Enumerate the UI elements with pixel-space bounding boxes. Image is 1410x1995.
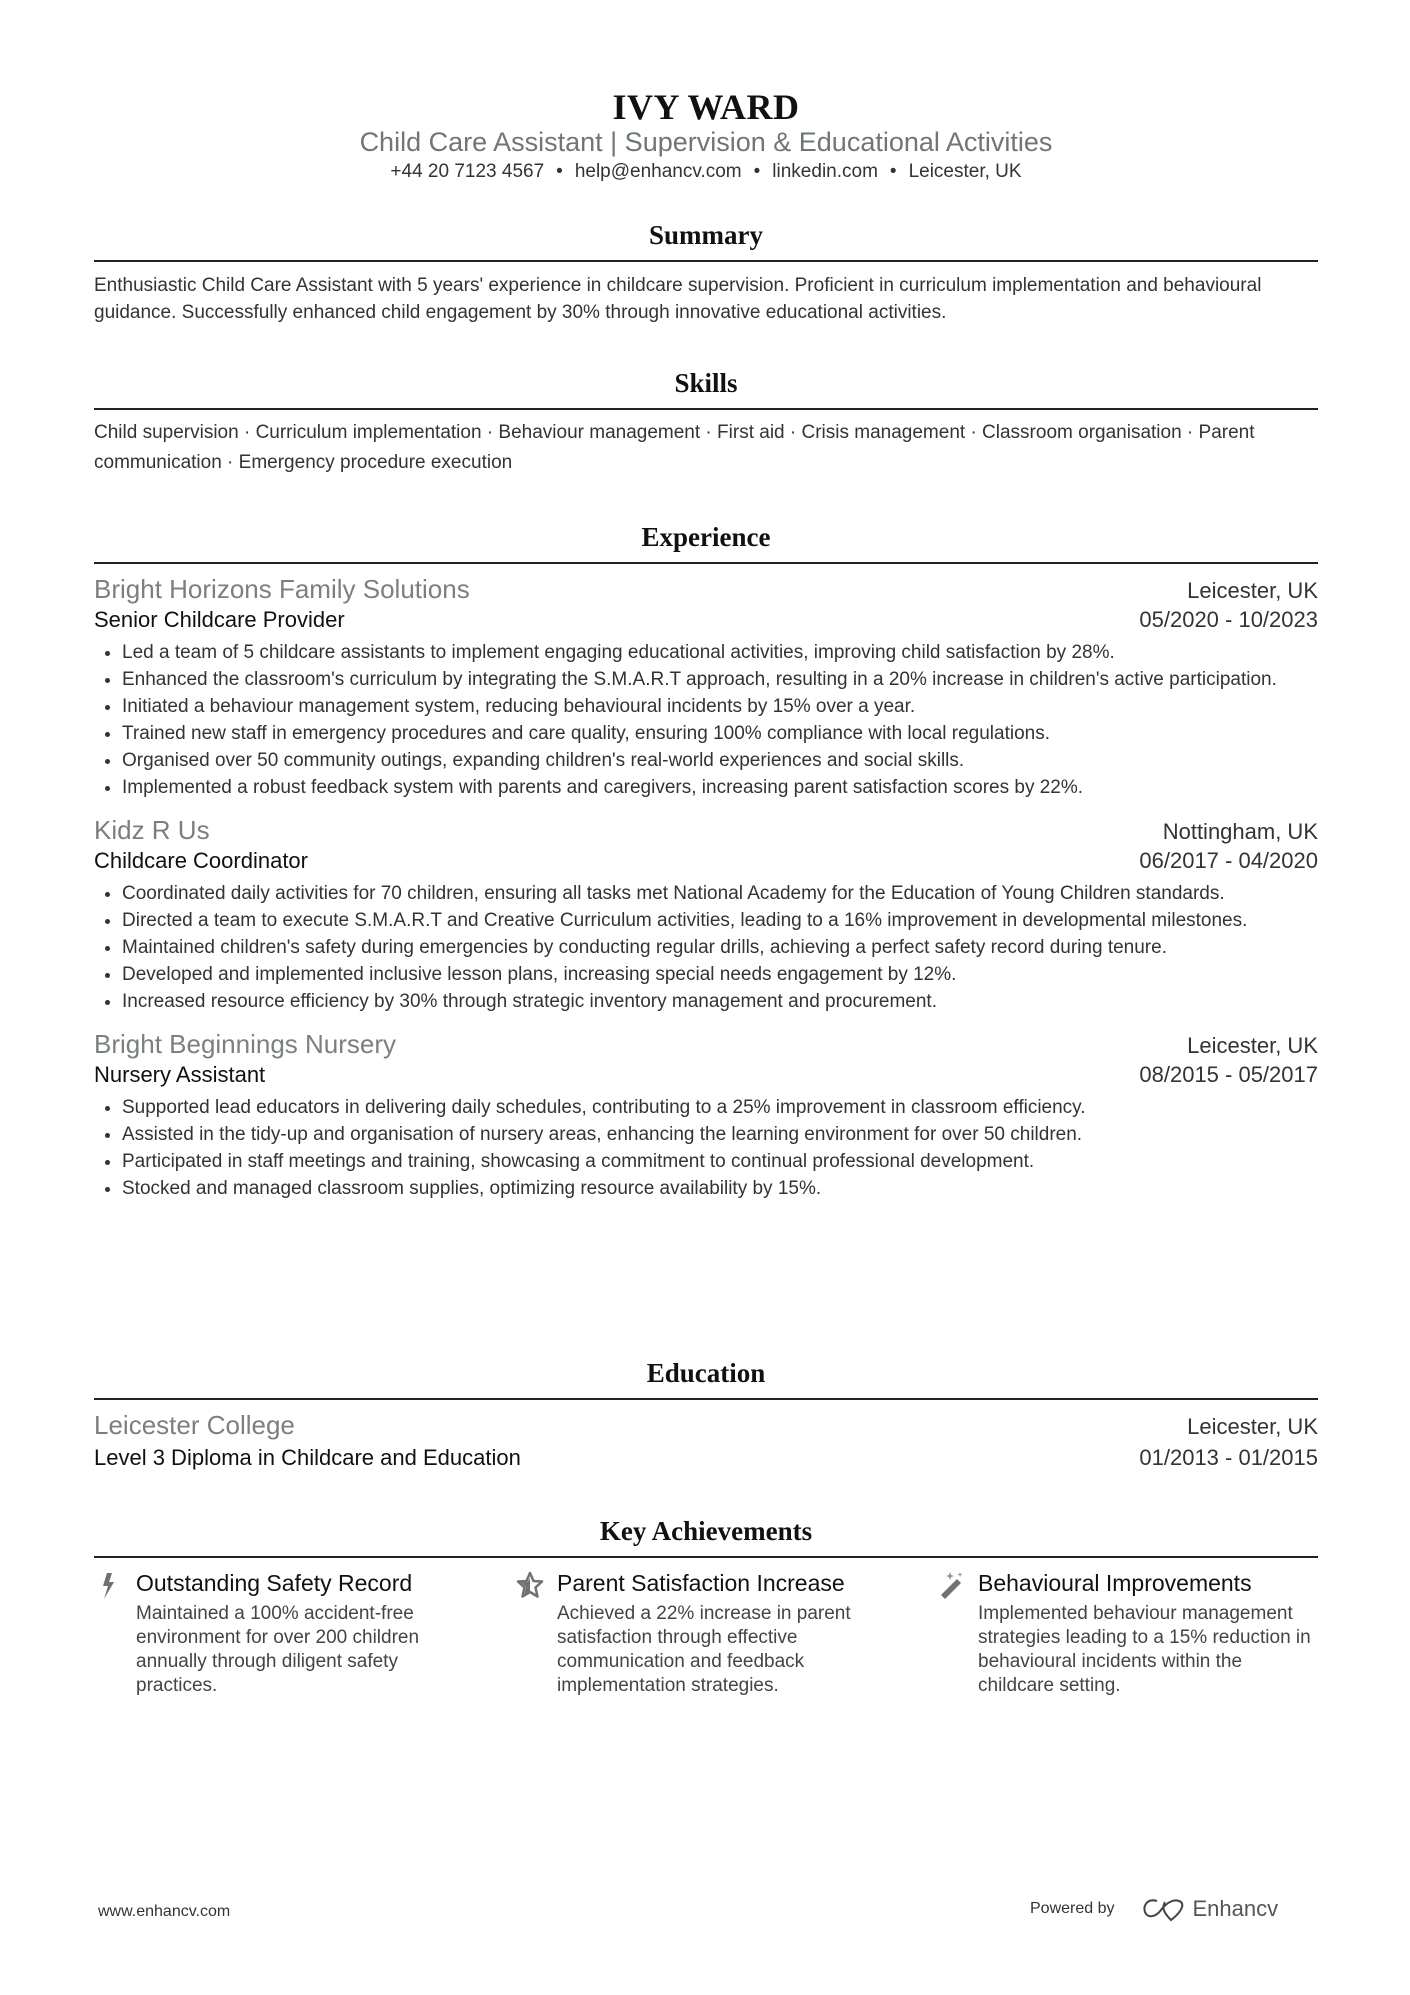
star-icon (515, 1570, 545, 1600)
separator: • (556, 161, 563, 182)
job-entry (94, 815, 1318, 1015)
job-bullet: • Increased resource efficiency by 30% through strategic inventory management and procurement. (122, 988, 1318, 1015)
achievement-desc: Maintained a 100% accident-free environment for over 200 children annually through diligent safety practices. (136, 1603, 420, 1696)
achievement-desc: Achieved a 22% increase in parent satisfaction through effective communication and feedback implementation strategies. (557, 1603, 851, 1696)
job-bullet: • Participated in staff meetings and training, showcasing a commitment to continual professional development. (122, 1148, 1318, 1175)
email[interactable]: help@enhancv.com (574, 161, 742, 182)
job-bullet: • Coordinated daily activities for 70 children, ensuring all tasks met National Academy for the Education of Young Children standards. (122, 880, 1318, 907)
degree: Level 3 Diploma in Childcare and Education (94, 1445, 521, 1470)
summary-text: Enthusiastic Child Care Assistant with 5 years' experience in childcare supervision. Proficient in curriculum implementation and behavioural guidance. Successfully enhanced child engagement by 30% through innovative educational activities. (94, 275, 1262, 323)
achievements-section (94, 1512, 1318, 1558)
brand-name: Enhancv (1192, 1896, 1279, 1921)
job-bullets (94, 880, 1318, 1015)
section-heading: Summary (94, 216, 1318, 262)
phone: +44 20 7123 4567 (390, 161, 545, 182)
job-role: Childcare Coordinator (94, 848, 308, 873)
company-name: Kidz R Us (94, 815, 210, 845)
section-heading: Skills (94, 364, 1318, 410)
job-bullet: • Led a team of 5 childcare assistants to implement engaging educational activities, improving child satisfaction by 28%. (122, 639, 1318, 666)
powered-by-label: Powered by (1030, 1900, 1115, 1917)
job-dates: 08/2015 - 05/2017 (1139, 1062, 1318, 1087)
lightning-bolt-icon (94, 1570, 124, 1600)
achievement-title: Behavioural Improvements (978, 1570, 1252, 1596)
job-role: Senior Childcare Provider (94, 607, 345, 632)
skills-list: Child supervision · Curriculum implementation · Behaviour management · First aid · Crisis management · Classroom organisation · Parent communication · Emergency procedure execution (94, 422, 1255, 473)
footer-branding (1030, 1896, 1278, 1922)
job-location: Nottingham, UK (1162, 819, 1318, 844)
experience-section (94, 518, 1318, 1202)
skills-section (94, 364, 1318, 478)
summary-section (94, 216, 1318, 326)
job-bullet: • Assisted in the tidy-up and organisation of nursery areas, enhancing the learning environment for over 50 children. (122, 1121, 1318, 1148)
section-heading: Experience (94, 518, 1318, 564)
job-bullet: • Supported lead educators in delivering daily schedules, contributing to a 25% improvement in classroom efficiency. (122, 1094, 1318, 1121)
job-dates: 06/2017 - 04/2020 (1139, 848, 1318, 873)
job-location: Leicester, UK (1187, 578, 1318, 603)
achievement-desc: Implemented behaviour management strategies leading to a 15% reduction in behavioural incidents within the childcare setting. (978, 1603, 1311, 1696)
job-bullet: • Directed a team to execute S.M.A.R.T and Creative Curriculum activities, leading to a 16% improvement in developmental milestones. (122, 907, 1318, 934)
company-name: Bright Horizons Family Solutions (94, 574, 470, 604)
footer-website[interactable]: www.enhancv.com (98, 1903, 231, 1920)
achievement-title: Outstanding Safety Record (136, 1570, 413, 1596)
job-bullet: • Enhanced the classroom's curriculum by integrating the S.M.A.R.T approach, resulting in a 20% increase in children's active participation. (122, 666, 1318, 693)
achievement-item (936, 1568, 1326, 1698)
separator: • (753, 161, 761, 182)
job-bullet: • Initiated a behaviour management system, reducing behavioural incidents by 15% over a year. (122, 693, 1318, 720)
job-bullet: • Developed and implemented inclusive lesson plans, increasing special needs engagement by 12%. (122, 961, 1318, 988)
education-section (94, 1354, 1318, 1471)
job-entry (94, 574, 1318, 801)
school-location: Leicester, UK (1187, 1414, 1318, 1439)
candidate-name: IVY WARD (612, 87, 800, 127)
job-bullets (94, 1094, 1318, 1202)
job-bullet: • Organised over 50 community outings, expanding children's real-world experiences and social skills. (122, 747, 1318, 774)
achievement-item (515, 1568, 905, 1698)
job-dates: 05/2020 - 10/2023 (1139, 607, 1318, 632)
job-entry (94, 1029, 1318, 1202)
education-dates: 01/2013 - 01/2015 (1139, 1445, 1318, 1470)
school-name: Leicester College (94, 1410, 295, 1440)
job-bullet: • Stocked and managed classroom supplies, optimizing resource availability by 15%. (122, 1175, 1318, 1202)
linkedin[interactable]: linkedin.com (772, 161, 878, 182)
job-bullet: • Implemented a robust feedback system with parents and caregivers, increasing parent satisfaction scores by 22%. (122, 774, 1318, 801)
candidate-title: Child Care Assistant | Supervision & Educational Activities (359, 127, 1053, 157)
section-heading: Key Achievements (94, 1512, 1318, 1558)
section-heading: Education (94, 1354, 1318, 1400)
achievement-title: Parent Satisfaction Increase (557, 1570, 845, 1596)
location: Leicester, UK (908, 161, 1022, 182)
job-role: Nursery Assistant (94, 1062, 266, 1087)
enhancv-logo-icon (1141, 1896, 1187, 1922)
magic-wand-icon (936, 1570, 966, 1600)
job-bullets (94, 639, 1318, 801)
company-name: Bright Beginnings Nursery (94, 1029, 397, 1059)
job-bullet: • Maintained children's safety during emergencies by conducting regular drills, achieving a perfect safety record during tenure. (122, 934, 1318, 961)
job-bullet: • Trained new staff in emergency procedures and care quality, ensuring 100% compliance with local regulations. (122, 720, 1318, 747)
separator: • (889, 161, 897, 182)
contact-info (94, 161, 1318, 183)
enhancv-logo[interactable] (1141, 1896, 1279, 1922)
achievement-item (94, 1568, 484, 1698)
job-location: Leicester, UK (1187, 1033, 1318, 1058)
